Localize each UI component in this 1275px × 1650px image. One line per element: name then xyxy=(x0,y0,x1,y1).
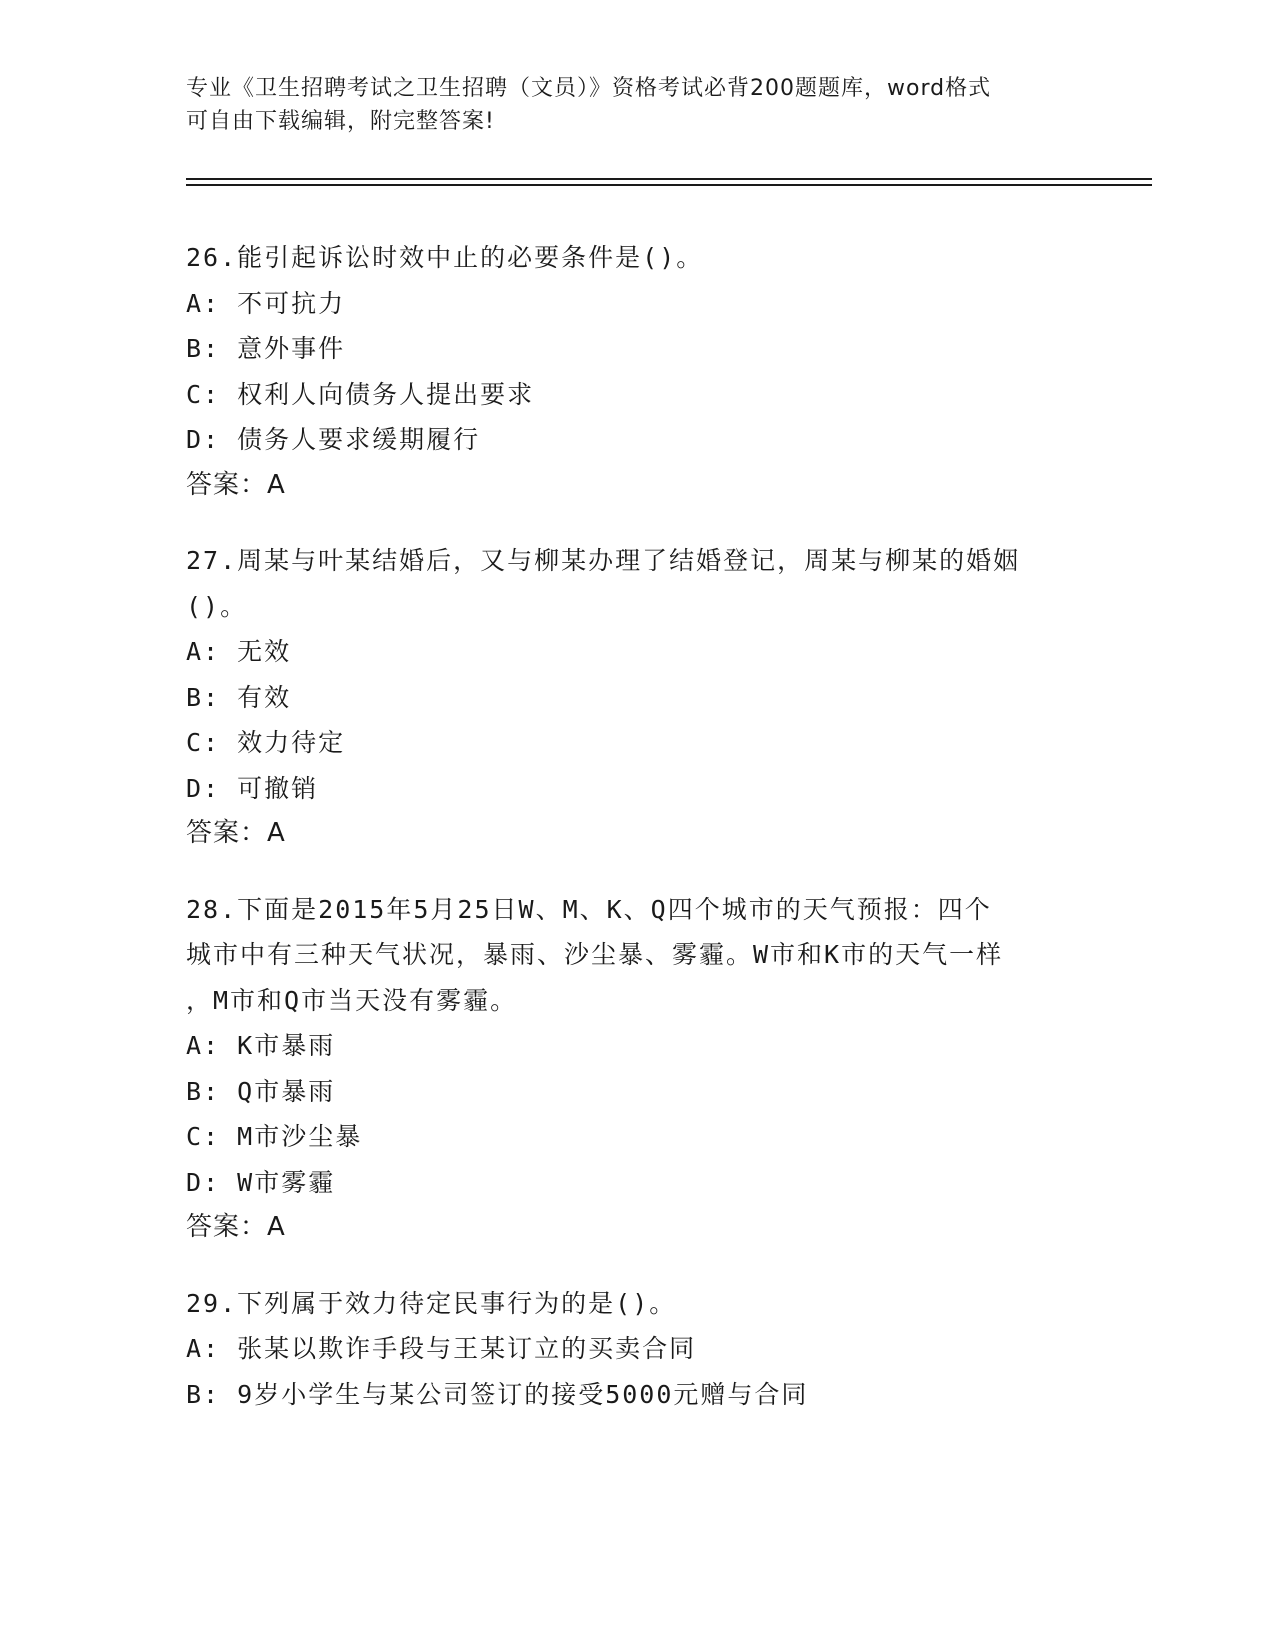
question-stem: 29.下列属于效力待定民事行为的是()。 xyxy=(186,1288,677,1318)
answer-key: 答案：A xyxy=(186,469,286,500)
answer-option: C: M市沙尘暴 xyxy=(186,1122,363,1151)
answer-option: B: 9岁小学生与某公司签订的接受5000元赠与合同 xyxy=(186,1379,809,1409)
answer-option: D: W市雾霾 xyxy=(186,1167,336,1197)
answer-option: B: Q市暴雨 xyxy=(186,1076,336,1106)
document-header xyxy=(186,72,1086,138)
answer-option: D: 可撤销 xyxy=(186,773,319,803)
question-block xyxy=(186,235,1086,508)
header-line-1: 专业《卫生招聘考试之卫生招聘（文员）》资格考试必背200题题库，word格式 xyxy=(186,76,992,101)
answer-option: A: 无效 xyxy=(186,637,292,666)
answer-option: C: 效力待定 xyxy=(186,728,346,757)
header-divider-top xyxy=(186,178,1152,180)
question-block xyxy=(186,1281,1086,1418)
question-stem: ，M市和Q市当天没有雾霾。 xyxy=(186,985,518,1015)
question-block xyxy=(186,887,1086,1251)
answer-option: B: 有效 xyxy=(186,682,292,712)
question-stem: 26.能引起诉讼时效中止的必要条件是()。 xyxy=(186,243,704,272)
answer-option: A: K市暴雨 xyxy=(186,1031,336,1060)
header-line-2: 可自由下载编辑，附完整答案! xyxy=(186,109,495,134)
question-stem: 28.下面是2015年5月25日W、M、K、Q四个城市的天气预报：四个 xyxy=(186,894,992,924)
header-divider-bottom xyxy=(186,184,1152,186)
answer-option: A: 不可抗力 xyxy=(186,288,346,318)
question-block xyxy=(186,538,1086,857)
answer-key: 答案：A xyxy=(186,818,286,848)
question-stem: 27.周某与叶某结婚后，又与柳某办理了结婚登记，周某与柳某的婚姻 xyxy=(186,546,1021,575)
answer-key: 答案：A xyxy=(186,1212,286,1242)
answer-option: B: 意外事件 xyxy=(186,334,346,363)
answer-option: A: 张某以欺诈手段与王某订立的买卖合同 xyxy=(186,1334,697,1363)
question-stem: ()。 xyxy=(186,591,248,621)
question-list xyxy=(186,235,1086,1447)
answer-option: D: 债务人要求缓期履行 xyxy=(186,425,481,454)
question-stem: 城市中有三种天气状况，暴雨、沙尘暴、雾霾。W市和K市的天气一样 xyxy=(186,940,1004,969)
answer-option: C: 权利人向债务人提出要求 xyxy=(186,379,535,409)
